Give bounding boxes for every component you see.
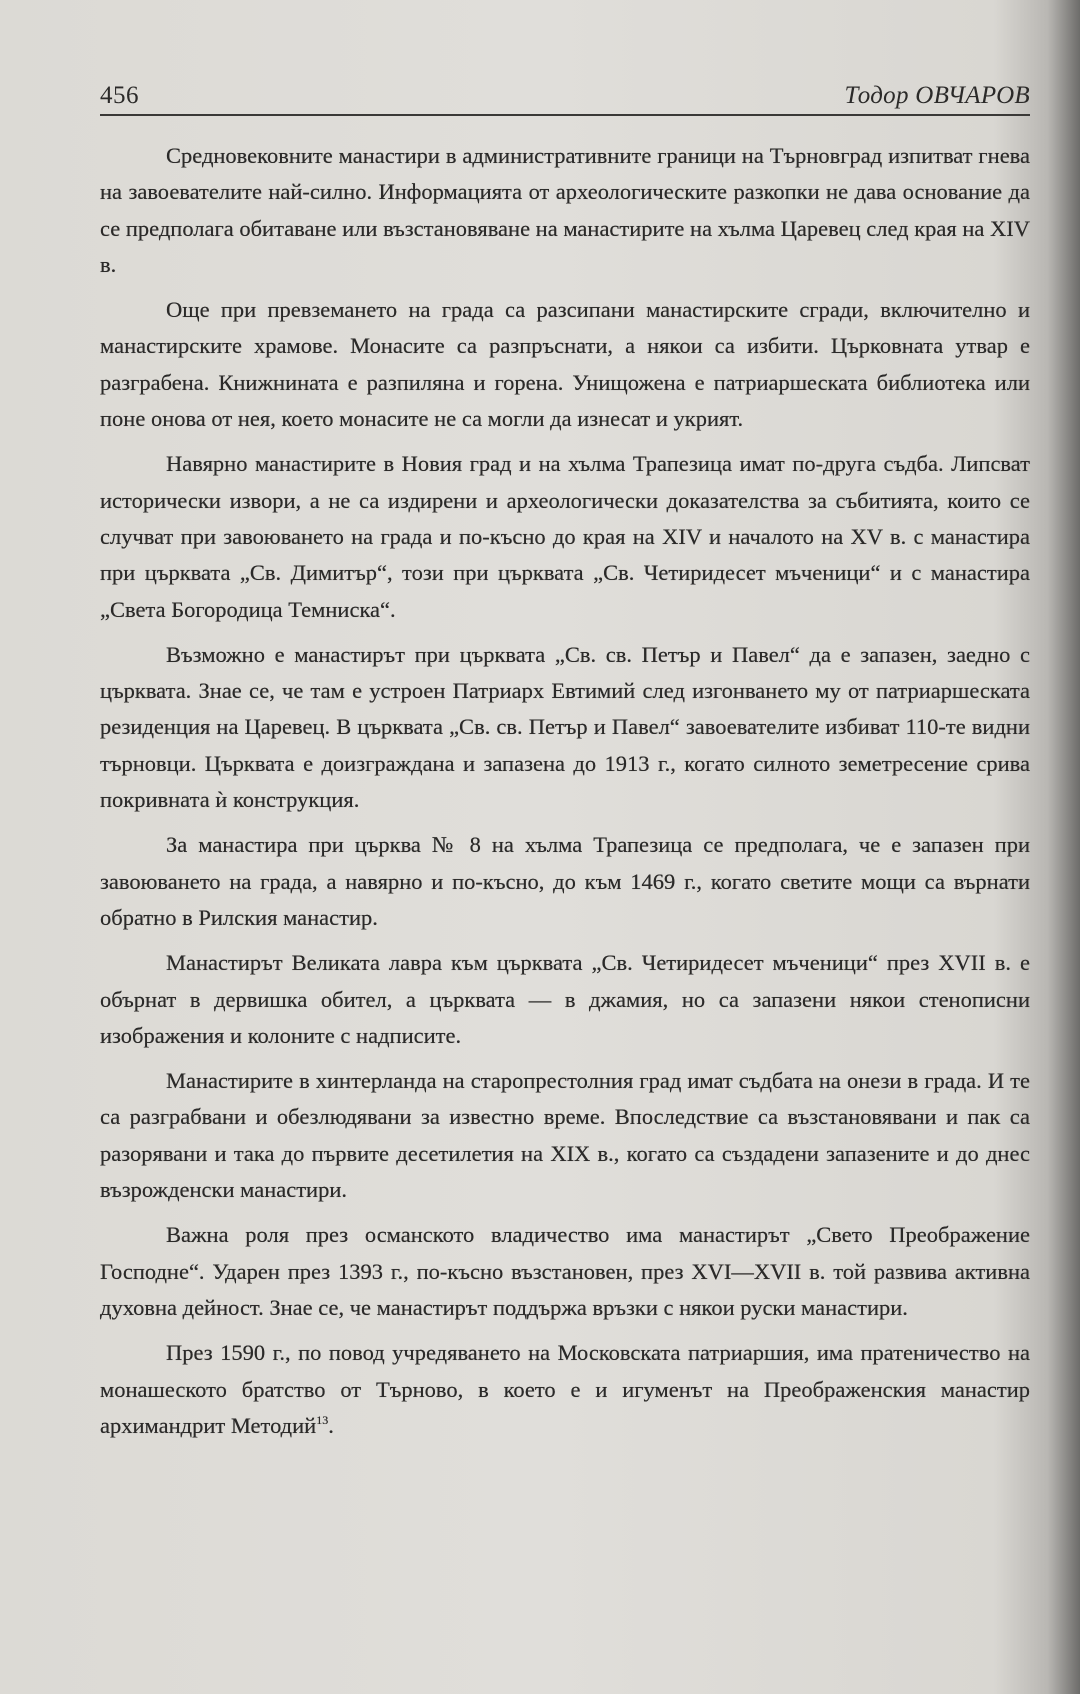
- paragraph: Манастирът Великата лавра към църквата „Св. Четиридесет мъченици“ през XVII в. е обърнат в дервишка обител, а църквата — в джамия, но са запазени някои стенописни изображения и колоните с надписите.: [100, 950, 1030, 1048]
- footnote-reference: 13: [316, 1412, 329, 1427]
- header-rule: [100, 114, 1030, 116]
- paragraph: Важна роля през османското владичество има манастирът „Свето Преображение Господне“. Ударен през 1393 г., по-късно възстановен, през XVI—XVII в. той развива активна духовна дейност. Знае се, че манастирът поддържа връзки с някои руски манастири.: [100, 1222, 1030, 1320]
- body-text: [100, 138, 1030, 1453]
- paragraph: За манастира при църква № 8 на хълма Трапезица се предполага, че е запазен при завоюването на града, а навярно и по-късно, до към 1469 г., когато светите мощи са върнати обратно в Рилския манастир.: [100, 832, 1030, 930]
- paragraph: Манастирите в хинтерланда на старопрестолния град имат съдбата на онези в града. И те са разграбвани и обезлюдявани за известно време. Впоследствие са възстановявани и пак са разорявани и така до първите десетилетия на XIX в., когато са създадени запазените и до днес възрожденски манастири.: [100, 1068, 1030, 1203]
- paragraph: Навярно манастирите в Новия град и на хълма Трапезица имат по-друга съдба. Липсват исторически извори, а не са издирени и археологически доказателства за събитията, които се случват при завоюването на града и по-късно до края на XIV и началото на XV в. с манастира при църквата „Св. Димитър“, този при църквата „Св. Четиридесет мъченици“ и с манастира „Света Богородица Темниска“.: [100, 451, 1030, 622]
- page-header: [100, 82, 1030, 116]
- paragraph-last: През 1590 г., по повод учредяването на Московската патриаршия, има пратеничество на монашеското братство от Търново, в което е и игуменът на Преображенския манастир архимандрит Методий$^{13}$.: [100, 1340, 1030, 1438]
- paragraph: Средновековните манастири в административните граници на Търновград изпитват гнева на завоевателите най-силно. Информацията от археологическите разкопки не дава основание да се предполага обитаване или възстановяване на манастирите на хълма Царевец след края на XIV в.: [100, 143, 1031, 277]
- running-head-author: Тодор ОВЧАРОВ: [844, 82, 1030, 109]
- page-number: 456: [100, 82, 139, 109]
- paragraph: Още при превземането на града са разсипани манастирските сгради, включително и манастирските храмове. Монасите са разпръснати, а някои са избити. Църковната утвар е разграбена. Книжнината е разпиляна и горена. Унищожена е патриаршеската библиотека или поне онова от нея, което монасите не са могли да изнесат и укрият.: [100, 297, 1030, 432]
- paragraph: Възможно е манастирът при църквата „Св. св. Петър и Павел“ да е запазен, заедно с църквата. Знае се, че там е устроен Патриарх Евтимий след изгонването му от патриаршеската резиденция на Царевец. В църквата „Св. св. Петър и Павел“ завоевателите избиват 110-те видни търновци. Църквата е доизграждана и запазена до 1913 г., когато силното земетресение срива покривната ѝ конструкция.: [100, 641, 1030, 813]
- paragraph-text: През 1590 г., по повод учредяването на Московската патриаршия, има пратеничество на монашеското братство от Търново, в което е и игуменът на Преображенския манастир архимандрит Методий: [100, 1340, 1030, 1438]
